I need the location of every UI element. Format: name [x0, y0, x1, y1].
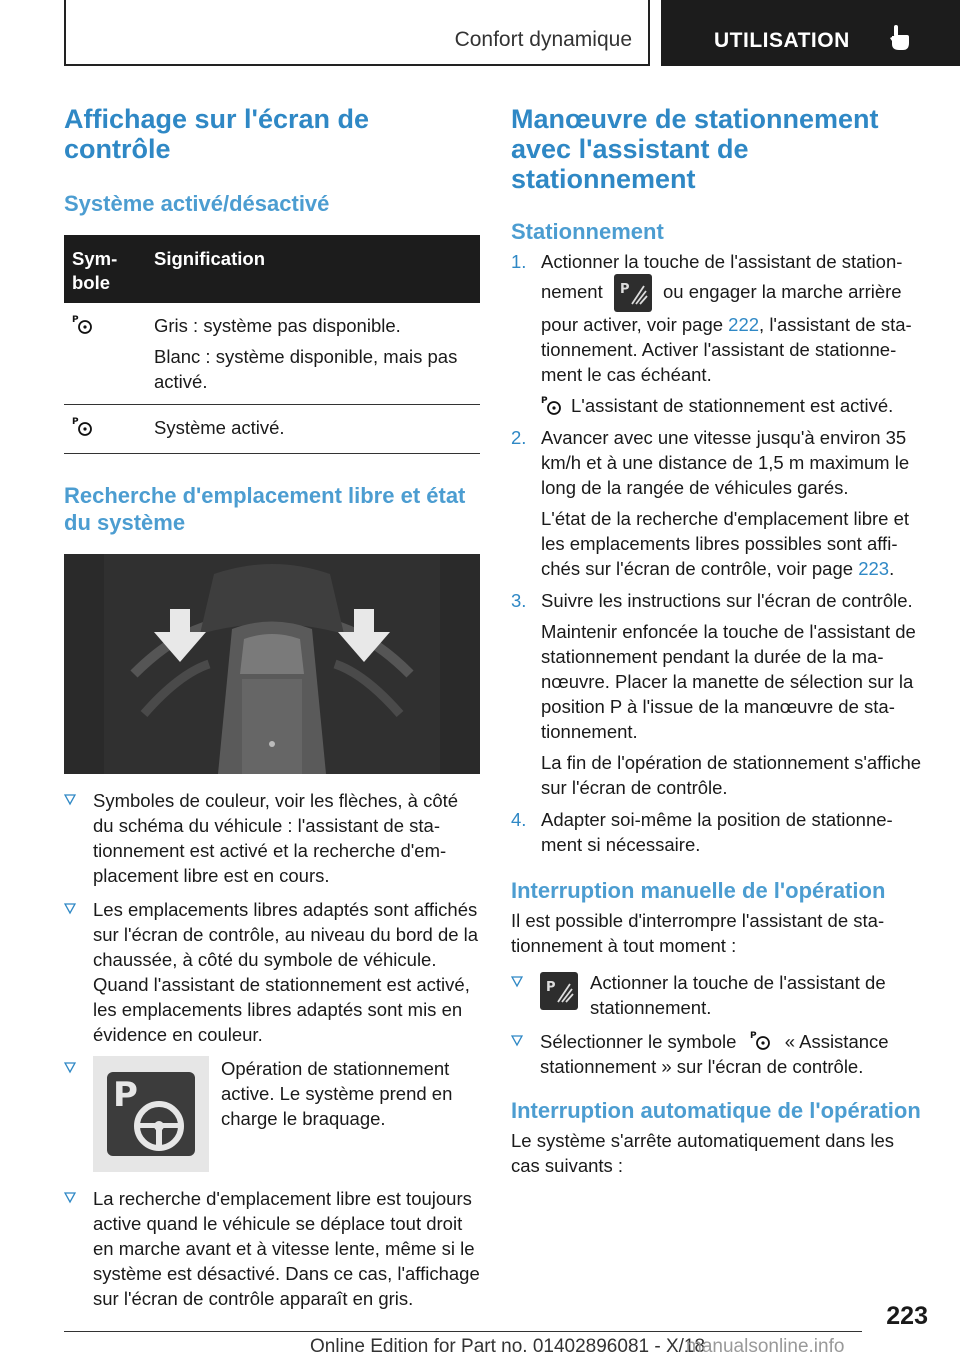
header-chapter-title: UTILISATION: [714, 29, 850, 52]
table-cell-meaning: [146, 405, 480, 454]
heading-manoeuvre: Manœuvre de stationnement avec l'assistant de stationnement: [511, 104, 879, 194]
park-assist-symbol-icon: [750, 1029, 772, 1051]
page-header: [64, 0, 960, 66]
svg-text:P: P: [619, 282, 630, 297]
touch-hand-icon: [889, 24, 911, 52]
list-item: 3. Suivre les instructions sur l'écran de contrôle. Maintenir enfoncée la touche de l'assistant de stationnement pendant la durée de la manœuvre. Placer la manette de sélection sur la position P à l'issue de la manœuvre de stationnement. La fin de l'opération de stationnement s'affiche sur l'écran de contrôle.: [511, 590, 922, 798]
meaning-grey: Gris : système pas disponible.: [154, 315, 401, 336]
heading-stationnement: Stationnement: [511, 219, 664, 244]
heading-interruption-automatique: Interruption automatique de l'opération: [511, 1098, 921, 1123]
left-column: [64, 104, 480, 1320]
list-item: 2. Avancer avec une vitesse jusqu'à environ 35 km/h et à une distance de 1,5 m maximum le long de la rangée de véhicules garés. L'état de la recherche d'emplacement libre et les emplacements libres possibles sont affichés sur l'écran de contrôle, voir page 223.: [511, 427, 910, 579]
park-assist-symbol-icon: [72, 313, 94, 335]
interruption-manual-text: Il est possible d'interrompre l'assistant de stationnement à tout moment :: [511, 910, 885, 956]
triangle-bullet-icon: [511, 1035, 523, 1047]
svg-text:P: P: [72, 417, 79, 427]
table-cell-symbol: [64, 303, 146, 405]
page-link-222[interactable]: 222: [728, 314, 760, 335]
svg-text:P: P: [546, 980, 556, 995]
list-item: 4. Adapter soi-même la position de stationnement si nécessaire.: [511, 809, 893, 855]
table-cell-symbol: [64, 405, 146, 454]
footer-divider: [64, 1331, 862, 1332]
status-bullet-list: [64, 788, 480, 1311]
triangle-bullet-icon: [64, 1062, 76, 1074]
right-column: [511, 104, 927, 1178]
triangle-bullet-icon: [64, 794, 76, 806]
parking-steps-list: [511, 249, 927, 857]
parking-active-symbol: [93, 1056, 209, 1172]
parking-search-figure: [64, 554, 480, 774]
table-cell-meaning: [146, 303, 480, 405]
list-item: La recherche d'emplacement libre est toujours active quand le véhicule se déplace tout droit en marche avant et à vitesse lente, même si le système est désactivé. Dans ce cas, l'affichage sur l'écran de contrôle apparaît en gris.: [64, 1186, 480, 1311]
interruption-auto-text: Le système s'arrête automatiquement dans les cas suivants :: [511, 1130, 894, 1176]
header-chapter-tab: [661, 0, 960, 66]
vehicle-schematic-image: [64, 554, 480, 774]
interruption-bullet-list: [511, 970, 927, 1079]
table-row: [64, 303, 480, 405]
footer-edition: Online Edition for Part no. 01402896081 - X/18: [310, 1336, 706, 1357]
triangle-bullet-icon: [64, 903, 76, 915]
svg-text:P: P: [113, 1075, 138, 1115]
list-item: Les emplacements libres adaptés sont affichés sur l'écran de contrôle, au niveau du bord de la chaussée, à côté du symbole de véhicule. Quand l'assistant de stationnement est activé, les emplacements libres adaptés sont mis en évidence en couleur.: [64, 897, 480, 1047]
footer-watermark: manualsonline.info: [686, 1336, 845, 1357]
list-item: P Actionner la touche de l'assistant de stationnement.: [511, 970, 927, 1020]
header-section-box: [64, 0, 650, 66]
table-header-row: [64, 235, 480, 303]
heading-interruption-manuelle: Interruption manuelle de l'opération: [511, 878, 886, 903]
list-item: Sélectionner le symbole P « Assistance stationnement » sur l'écran de contrôle.: [511, 1029, 927, 1079]
meaning-active: Système activé.: [154, 417, 285, 438]
svg-text:P: P: [541, 396, 548, 406]
table-header-meaning: Signification: [146, 235, 480, 303]
triangle-bullet-icon: [511, 976, 523, 988]
meaning-white: Blanc : système disponible, mais pas activé.: [154, 346, 458, 392]
table-header-symbol: Sym- bole: [64, 235, 146, 303]
park-assist-button-icon: [614, 274, 652, 312]
park-assist-button-icon: [540, 972, 578, 1010]
list-item: 1. Actionner la touche de l'assistant de stationnement P ou engager la marche arrière pour activer, voir page 222, l'assistant de stationnement. Activer l'assistant de stationnement le cas échéant. P L'assistant de stationnement est activé.: [511, 251, 912, 416]
page-link-223[interactable]: 223: [858, 558, 890, 579]
park-assist-active-icon: [72, 415, 94, 437]
heading-systeme-active: Système activé/désactivé: [64, 191, 330, 216]
triangle-bullet-icon: [64, 1192, 76, 1204]
svg-text:P: P: [72, 315, 79, 325]
symbol-table: [64, 235, 480, 454]
park-steering-icon: [93, 1056, 209, 1172]
park-assist-active-icon: [541, 394, 563, 416]
list-item: Symboles de couleur, voir les flèches, à côté du schéma du véhicule : l'assistant de stationnement est activé et la recherche d'emplacement libre est en cours.: [64, 788, 480, 888]
list-item: P Opération de stationnement active. Le système prend en charge le braquage.: [64, 1056, 480, 1172]
heading-recherche: Recherche d'emplacement libre et état du système: [64, 483, 466, 535]
heading-affichage: Affichage sur l'écran de contrôle: [64, 104, 370, 164]
header-section-title: Confort dynamique: [454, 28, 632, 51]
table-row: [64, 405, 480, 454]
svg-text:P: P: [749, 1031, 757, 1041]
page-number: 223: [886, 1302, 928, 1330]
